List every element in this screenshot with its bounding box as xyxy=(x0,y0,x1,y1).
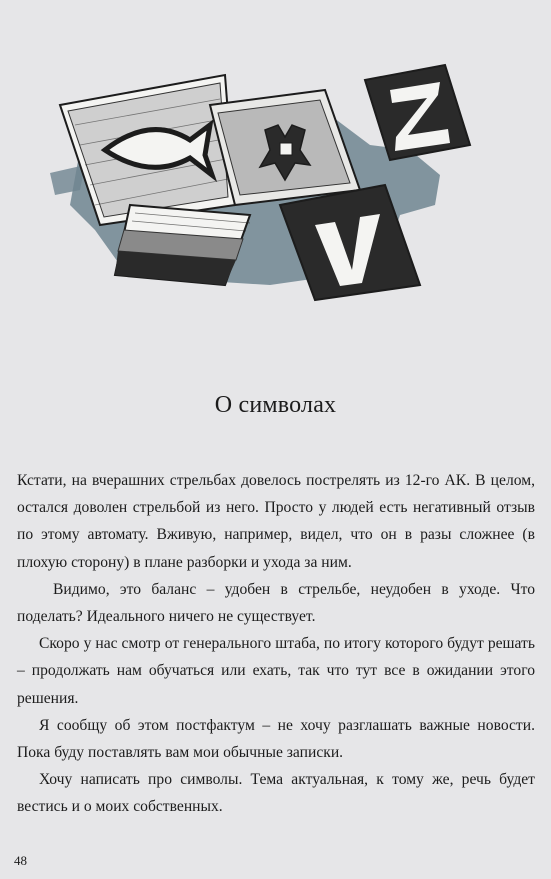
z-letter-card xyxy=(365,65,470,160)
symbols-illustration xyxy=(40,55,510,315)
tricolor-flag-card xyxy=(115,205,250,285)
page-number: 48 xyxy=(14,853,27,868)
double-headed-eagle-card xyxy=(210,90,360,205)
paragraph: Кстати, на вчерашних стрельбах довелось пострелять из 12-го АК. В целом, остался доволен стрельбой из него. Просто у людей есть негативный отзыв по этому автомату. Вживую, например, видел, что он в разы сложнее (в плохую сторону) в плане разборки и ухода за ним. xyxy=(17,472,535,571)
body-text xyxy=(17,467,535,821)
paragraph: Хочу написать про символы. Тема актуальная, к тому же, речь будет вестись и о моих собственных. xyxy=(17,771,535,816)
paragraph: Скоро у нас смотр от генерального штаба, по итогу которого будут решать – продолжать нам обучаться или ехать, так что тут все в ожидании этого решения. xyxy=(17,635,535,707)
paragraph: Я сообщу об этом постфактум – не хочу разглашать важные новости. Пока буду поставлять вам мои обычные записки. xyxy=(17,716,535,762)
chapter-title: О символах xyxy=(214,392,337,418)
paragraph: Видимо, это баланс – удобен в стрельбе, неудобен в уходе. Что поделать? Идеального ничего не существует. xyxy=(17,580,535,626)
